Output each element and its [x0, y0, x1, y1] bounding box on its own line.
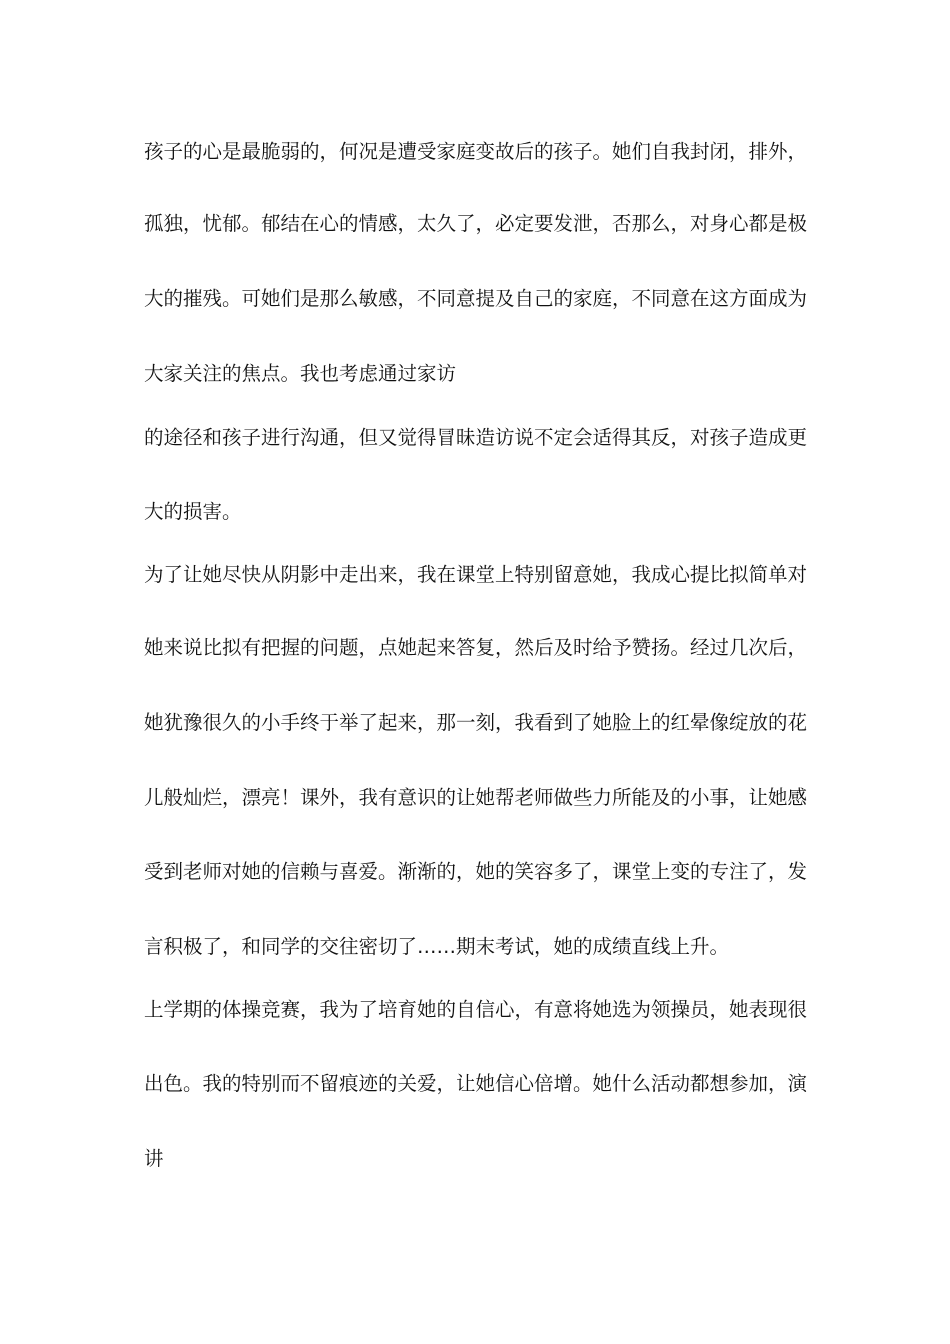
paragraph-line: 大家关注的焦点。我也考虑通过家访: [144, 362, 457, 385]
paragraph-line: 上学期的体操竞赛，我为了培育她的自信心，有意将她选为领操员，她表现很: [144, 998, 808, 1021]
paragraph-line: 孤独，忧郁。郁结在心的情感，太久了，必定要发泄，否那么，对身心都是极: [144, 212, 808, 235]
paragraph-line: 出色。我的特别而不留痕迹的关爱，让她信心倍增。她什么活动都想参加，演: [144, 1072, 808, 1095]
paragraph-line: 言积极了，和同学的交往密切了……期末考试，她的成绩直线上升。: [144, 935, 730, 958]
paragraph-line: 儿般灿烂，漂亮！课外，我有意识的让她帮老师做些力所能及的小事，让她感: [144, 786, 808, 809]
paragraph-line: 她来说比拟有把握的问题，点她起来答复，然后及时给予赞扬。经过几次后，: [144, 636, 808, 659]
paragraph-line: 受到老师对她的信赖与喜爱。渐渐的，她的笑容多了，课堂上变的专注了，发: [144, 860, 808, 883]
paragraph-line: 她犹豫很久的小手终于举了起来，那一刻，我看到了她脸上的红晕像绽放的花: [144, 711, 808, 734]
paragraph-line: 的途径和孩子进行沟通，但又觉得冒昧造访说不定会适得其反，对孩子造成更: [144, 426, 808, 449]
paragraph-line: 大的摧残。可她们是那么敏感，不同意提及自己的家庭，不同意在这方面成为: [144, 287, 808, 310]
paragraph-line: 为了让她尽快从阴影中走出来，我在课堂上特别留意她，我成心提比拟简单对: [144, 563, 808, 586]
paragraph-line: 讲: [144, 1147, 164, 1170]
paragraph-line: 大的损害。: [144, 500, 242, 523]
paragraph-line: 孩子的心是最脆弱的，何况是遭受家庭变故后的孩子。她们自我封闭，排外，: [144, 140, 808, 163]
